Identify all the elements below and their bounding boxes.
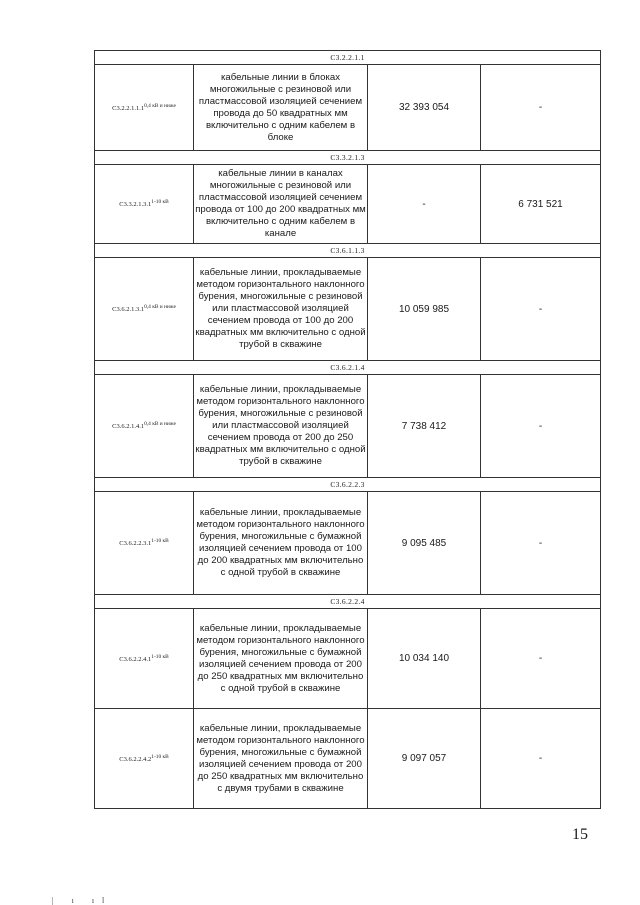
- row-code: С3.2.2.1.1.1: [112, 105, 145, 113]
- row-value-2: 6 731 521: [481, 165, 601, 244]
- row-description: кабельные линии, прокладываемые методом горизонтального наклонного бурения, многожильные с бумажной изоляцией сечением провода от 200 до 250 квадратных мм включительно с двумя трубами в скважине: [194, 709, 368, 809]
- row-description: кабельные линии, прокладываемые методом горизонтального наклонного бурения, многожильные с бумажной изоляцией сечением провода от 100 до 200 квадратных мм включительно с одной трубой в скважине: [194, 492, 368, 595]
- table-row: [95, 375, 601, 478]
- row-description: кабельные линии в каналах многожильные с резиновой или пластмассовой изоляцией сечением провода от 100 до 200 квадратных мм включительно с одним кабелем в канале: [194, 165, 368, 244]
- scan-marks: | ı ıl: [52, 896, 113, 905]
- row-value-1: 9 095 485: [368, 492, 481, 595]
- table-row: [95, 258, 601, 361]
- table-row: [95, 65, 601, 151]
- row-code-cell: [95, 492, 194, 595]
- row-code: С3.6.2.2.4.1: [119, 656, 152, 664]
- row-value-1: 7 738 412: [368, 375, 481, 478]
- section-code: С3.2.2.1.1: [95, 51, 601, 65]
- row-value-1: 32 393 054: [368, 65, 481, 151]
- section-code: С3.6.2.1.4: [95, 361, 601, 375]
- table-row: [95, 165, 601, 244]
- table-row: [95, 609, 601, 709]
- row-value-2: -: [481, 709, 601, 809]
- section-row: [95, 478, 601, 492]
- row-description: кабельные линии, прокладываемые методом горизонтального наклонного бурения, многожильные с резиновой или пластмассовой изоляцией сечением провода от 200 до 250 квадратных мм включительно с одной трубой в скважине: [194, 375, 368, 478]
- section-row: [95, 244, 601, 258]
- section-code: С3.3.2.1.3: [95, 151, 601, 165]
- section-row: [95, 51, 601, 65]
- row-description: кабельные линии, прокладываемые методом горизонтального наклонного бурения, многожильные с бумажной изоляцией сечением провода от 200 до 250 квадратных мм включительно с одной трубой в скважине: [194, 609, 368, 709]
- row-code: С3.3.2.1.3.1: [119, 201, 152, 209]
- row-code-cell: [95, 709, 194, 809]
- row-code-cell: [95, 165, 194, 244]
- section-code: С3.6.2.2.4: [95, 595, 601, 609]
- row-code-voltage: 0,4 кВ и ниже: [144, 304, 176, 311]
- row-code-voltage: 0,4 кВ и ниже: [144, 102, 176, 109]
- rates-table: [94, 50, 601, 809]
- row-value-2: -: [481, 65, 601, 151]
- row-code-cell: [95, 65, 194, 151]
- section-row: [95, 595, 601, 609]
- row-code: С3.6.2.2.4.2: [119, 756, 152, 764]
- section-code: С3.6.1.1.3: [95, 244, 601, 258]
- page-number: 15: [572, 826, 588, 843]
- row-value-1: -: [368, 165, 481, 244]
- row-code-voltage: 1-10 кВ: [151, 753, 169, 760]
- row-code-voltage: 1-10 кВ: [151, 199, 169, 206]
- row-value-2: -: [481, 375, 601, 478]
- row-code: С3.6.2.1.4.1: [112, 423, 145, 431]
- row-value-1: 9 097 057: [368, 709, 481, 809]
- row-code-voltage: 0,4 кВ и ниже: [144, 421, 176, 428]
- row-code-cell: [95, 375, 194, 478]
- row-value-2: -: [481, 492, 601, 595]
- row-value-2: -: [481, 258, 601, 361]
- row-description: кабельные линии в блоках многожильные с резиновой или пластмассовой изоляцией сечением провода до 50 квадратных мм включительно с одним кабелем в блоке: [194, 65, 368, 151]
- row-value-2: -: [481, 609, 601, 709]
- row-value-1: 10 059 985: [368, 258, 481, 361]
- row-code: С3.6.2.1.3.1: [112, 306, 145, 314]
- section-row: [95, 151, 601, 165]
- row-code-voltage: 1-10 кВ: [151, 538, 169, 545]
- table-row: [95, 492, 601, 595]
- table-row: [95, 709, 601, 809]
- section-code: С3.6.2.2.3: [95, 478, 601, 492]
- row-code-voltage: 1-10 кВ: [151, 653, 169, 660]
- row-value-1: 10 034 140: [368, 609, 481, 709]
- row-description: кабельные линии, прокладываемые методом горизонтального наклонного бурения, многожильные с резиновой или пластмассовой изоляцией сечением провода от 100 до 200 квадратных мм включительно с одной трубой в скважине: [194, 258, 368, 361]
- section-row: [95, 361, 601, 375]
- row-code-cell: [95, 609, 194, 709]
- row-code: С3.6.2.2.3.1: [119, 540, 152, 548]
- row-code-cell: [95, 258, 194, 361]
